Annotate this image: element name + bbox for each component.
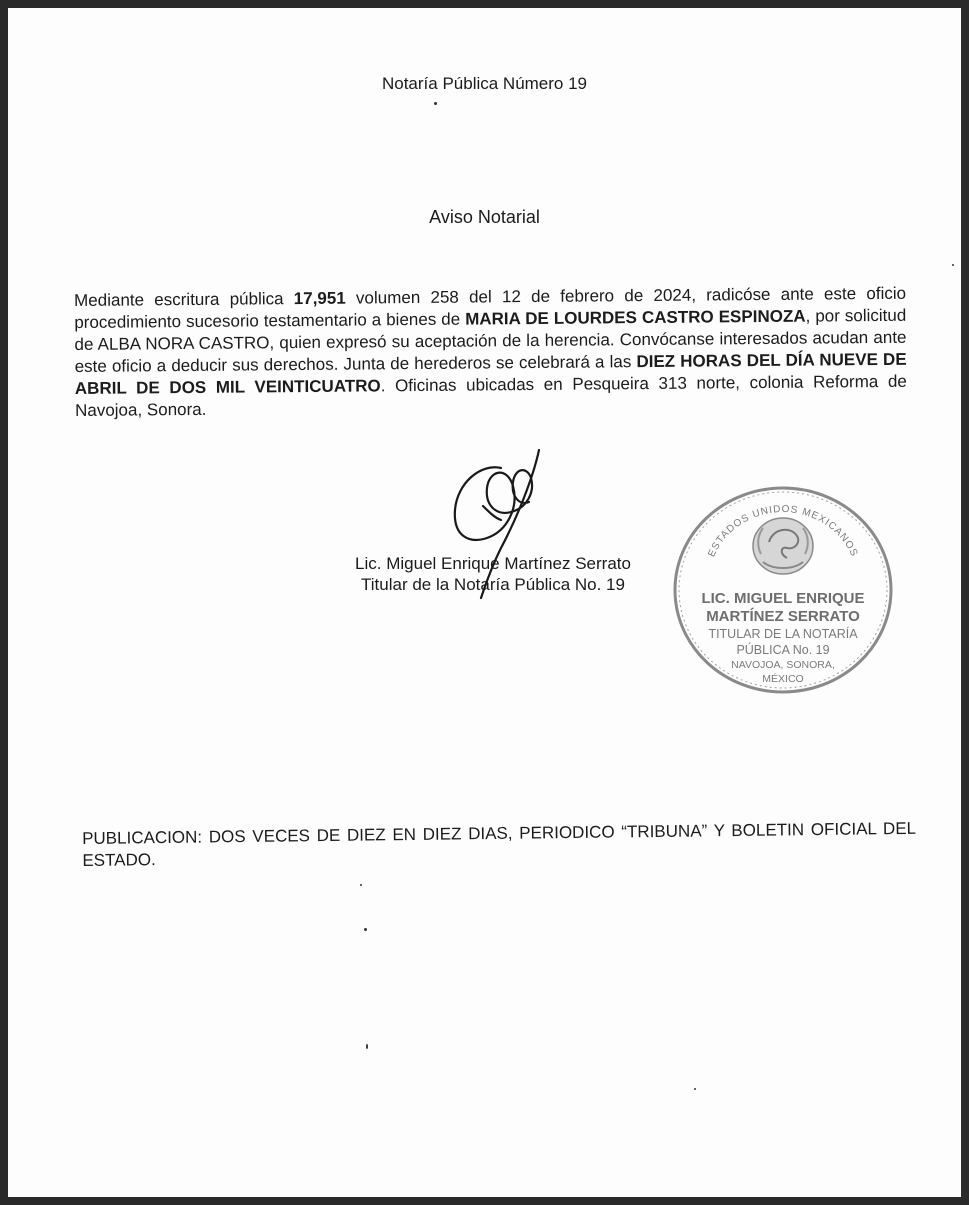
- decedent-name: MARIA DE LOURDES CASTRO ESPINOZA: [465, 306, 806, 329]
- body-text-part-4: . Oficinas ubicadas en Pesqueira 313 norte, colonia Reforma de Navojoa, Sonora.: [74, 371, 907, 420]
- body-text-part-3: , por solicitud de ALBA NORA CASTRO, quien expresó su aceptación de la herencia. Convócanse interesados acudan ante este oficio a deducir sus derechos. Junta de herederos se celebrará a las: [74, 305, 907, 376]
- seal-line-5: NAVOJOA, SONORA,: [731, 659, 835, 671]
- scan-speck: [434, 102, 437, 105]
- notice-body: [74, 283, 907, 422]
- body-text-part-2: volumen 258 del 12 de febrero de 2024, radicóse ante este oficio procedimiento sucesorio testamentario a bienes de: [74, 283, 907, 332]
- signer-role: Titular de la Notaría Pública No. 19: [361, 575, 625, 594]
- seal-line-4: PÚBLICA No. 19: [736, 643, 830, 657]
- meeting-date: DIEZ HORAS DEL DÍA NUEVE DE ABRIL DE DOS MIL VEINTICUATRO: [74, 349, 907, 398]
- deed-number: 17,951: [293, 288, 346, 309]
- scan-speck: [360, 884, 362, 886]
- scan-speck: [694, 1088, 696, 1090]
- notary-header: Notaría Pública Número 19: [381, 74, 588, 93]
- signer-name: Lic. Miguel Enrique Martínez Serrato: [355, 554, 631, 573]
- seal-line-6: MÉXICO: [762, 673, 804, 685]
- coat-of-arms-icon: [753, 518, 813, 574]
- scan-speck: [366, 1044, 368, 1049]
- scan-speck: [952, 264, 954, 266]
- body-text-part-1: Mediante escritura pública: [74, 289, 294, 310]
- publication-note: PUBLICACION: DOS VECES DE DIEZ EN DIEZ DIAS, PERIODICO “TRIBUNA” Y BOLETIN OFICIAL DEL ESTADO.: [82, 818, 917, 870]
- seal-name-line-1: LIC. MIGUEL ENRIQUE: [701, 590, 865, 607]
- seal-line-3: TITULAR DE LA NOTARÍA: [708, 627, 858, 641]
- seal-name-line-2: MARTÍNEZ SERRATO: [706, 608, 860, 625]
- handwritten-signature: [443, 448, 563, 608]
- notice-title: Aviso Notarial: [429, 207, 540, 227]
- seal-ring-text: ESTADOS UNIDOS MEXICANOS: [706, 503, 860, 559]
- scan-speck: [364, 928, 367, 931]
